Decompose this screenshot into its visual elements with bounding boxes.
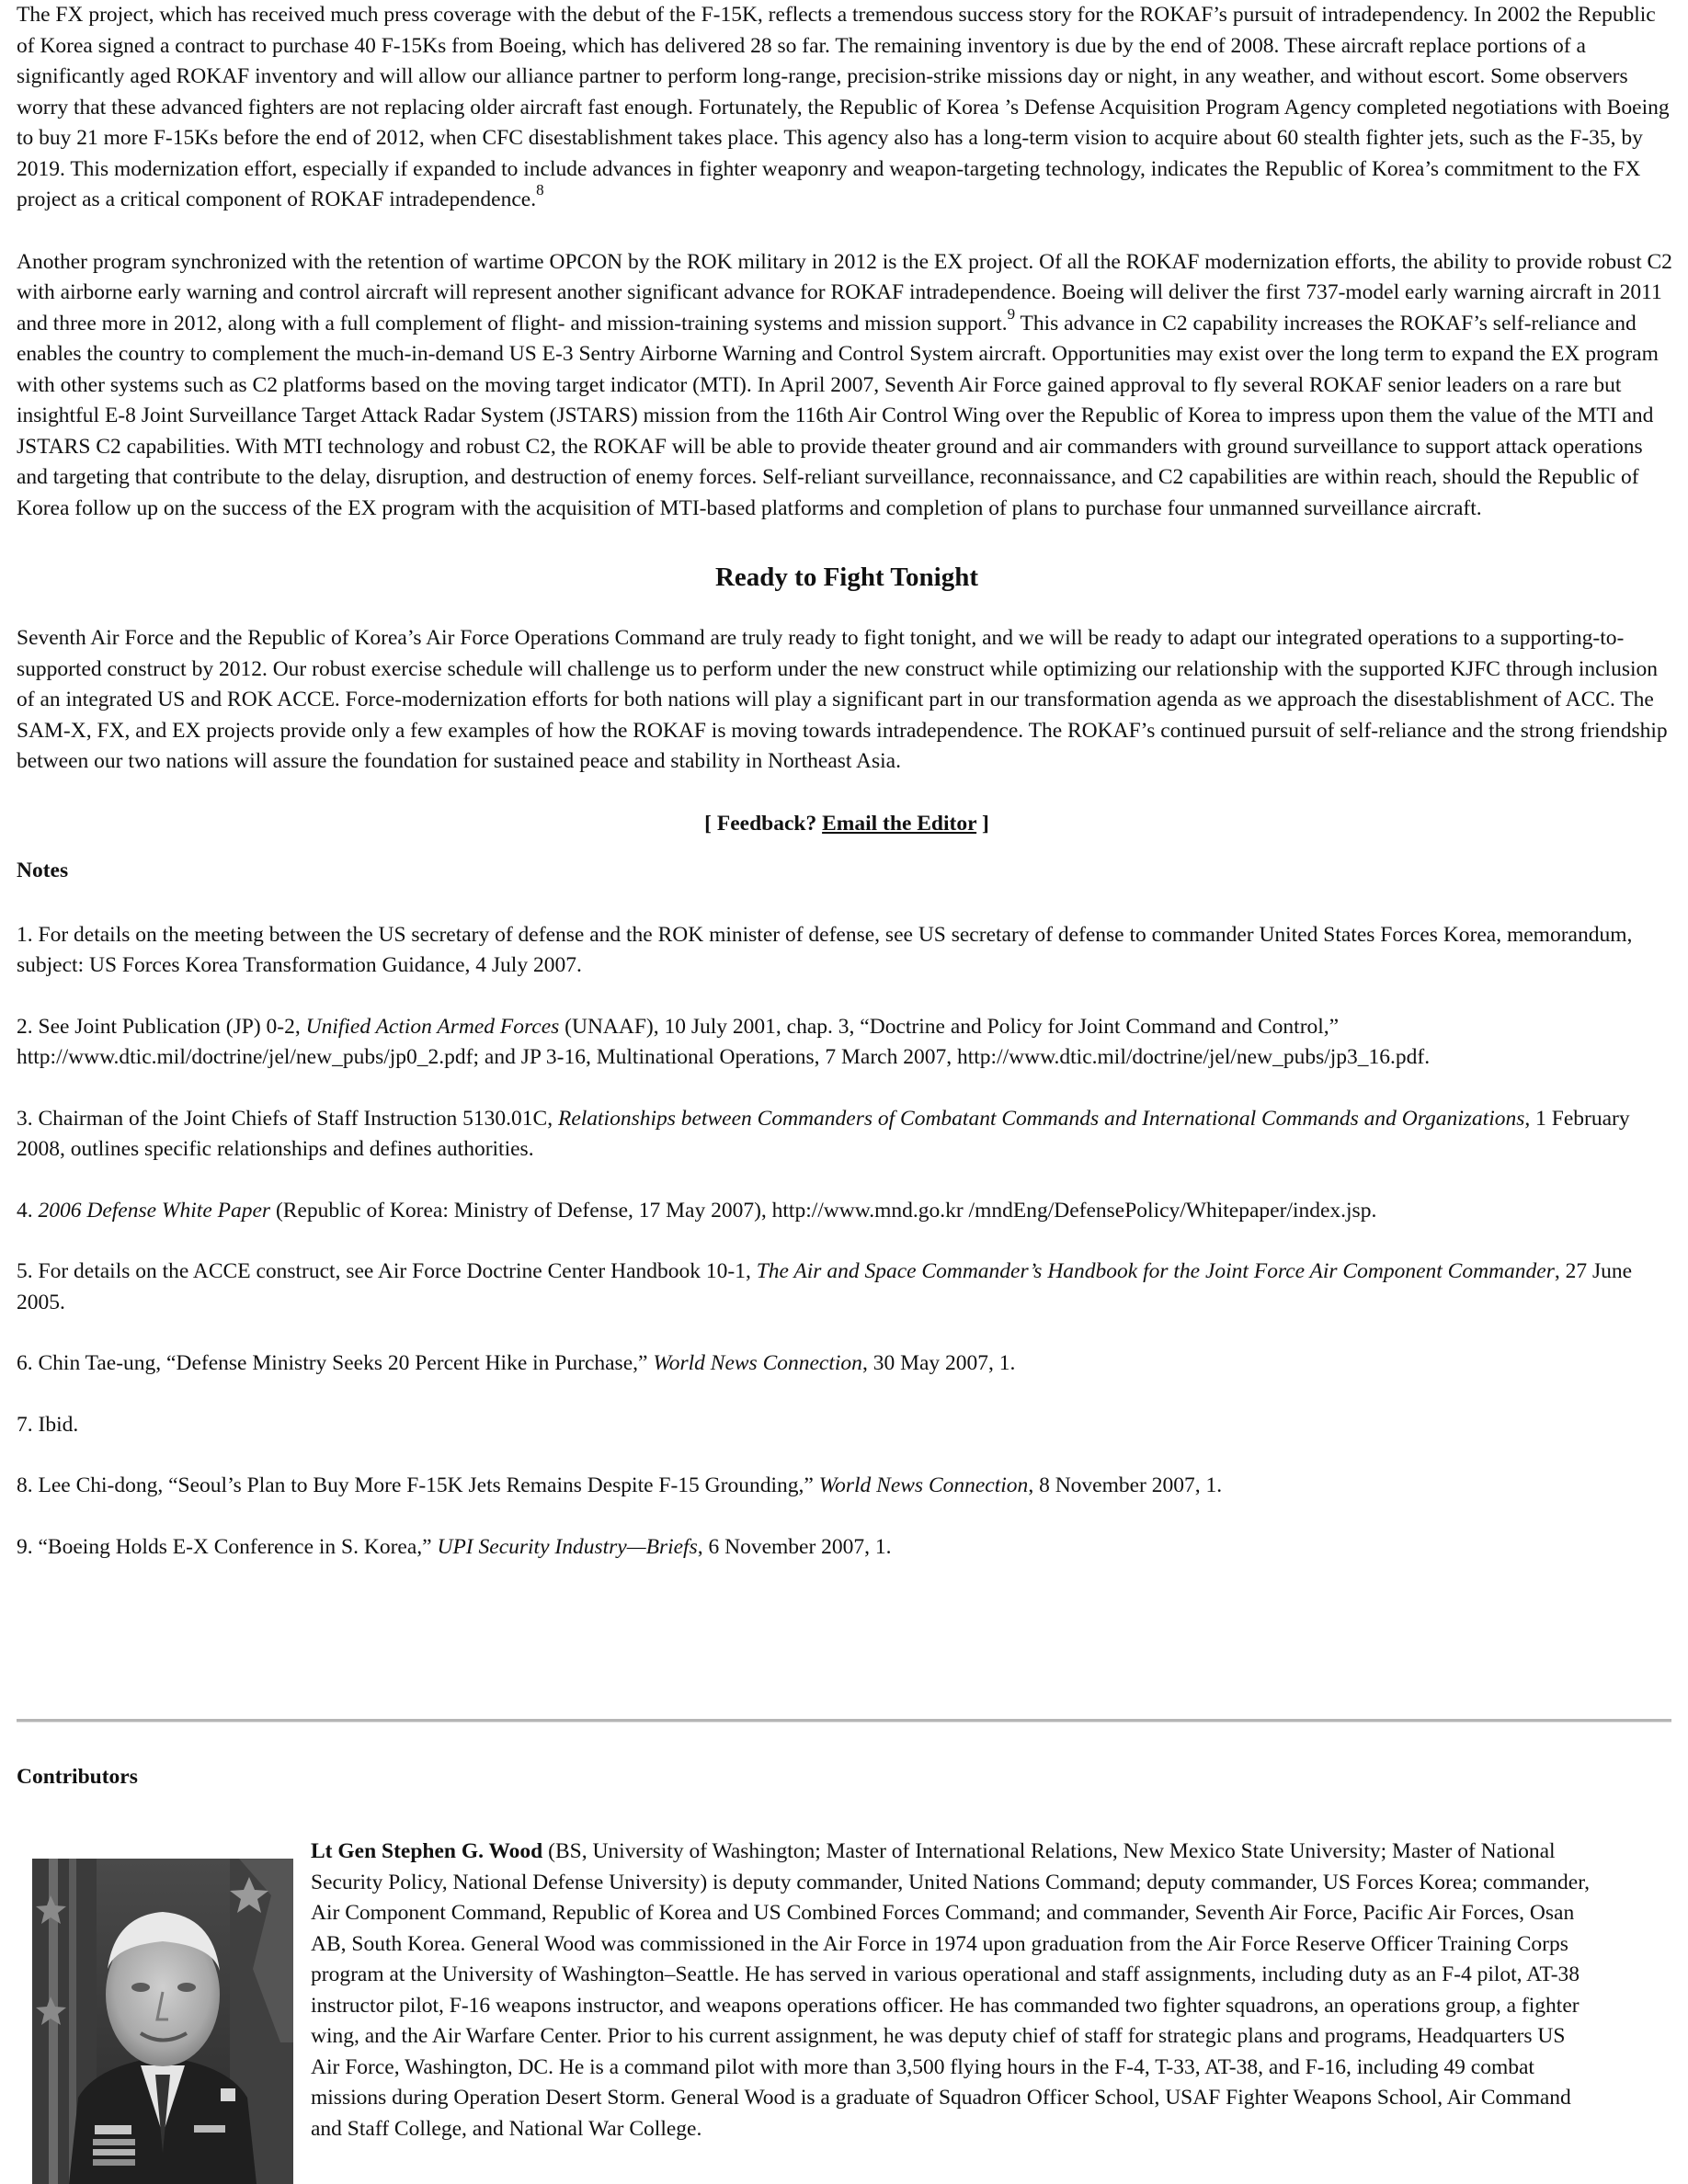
footnote-ref-8[interactable]: 8 (536, 181, 544, 199)
contributor-portrait (32, 1859, 293, 2184)
note-5-title: The Air and Space Commander’s Handbook for the Joint Force Air Component Commander (756, 1259, 1555, 1283)
note-9-text-a: 9. “Boeing Holds E-X Conference in S. Korea,” (17, 1534, 438, 1559)
section-heading: Ready to Fight Tonight (714, 563, 979, 592)
feedback-close: ] (976, 811, 989, 836)
note-8-text-b: , 8 November 2007, 1. (1028, 1473, 1223, 1497)
note-4-text-b: (Republic of Korea: Ministry of Defense, 17 May 2007), http://www.mnd.go.kr /mndEng/DefensePolicy/Whitepaper/index.jsp. (270, 1198, 1377, 1223)
note-6 (17, 1348, 1677, 1380)
note-6-text-a: 6. Chin Tae-ung, “Defense Ministry Seeks 20 Percent Hike in Purchase,” (17, 1351, 654, 1375)
note-5-text-a: 5. For details on the ACCE construct, see Air Force Doctrine Center Handbook 10-1, (17, 1259, 757, 1283)
feedback-open: [ Feedback? (704, 811, 823, 836)
contributor-name: Lt Gen Stephen G. Wood (311, 1839, 543, 1863)
contributors-heading: Contributors (17, 1765, 138, 1789)
note-3 (17, 1104, 1677, 1166)
paragraph-fx-text: The FX project, which has received much press coverage with the debut of the F-15K, reflects a tremendous success story for the ROKAF’s pursuit of intradependency. In 2002 the Republic of Korea signed a contract to purchase 40 F-15Ks from Boeing, which has delivered 28 so far. The remaining inventory is due by the end of 2008. These aircraft replace portions of a significantly aged ROKAF inventory and will allow our alliance partner to perform long-range, precision-strike missions day or night, in any weather, and without escort. Some observers worry that these advanced fighters are not replacing older aircraft fast enough. Fortunately, the Republic of Korea ’s Defense Acquisition Program Agency completed negotiations with Boeing to buy 21 more F-15Ks before the end of 2012, when CFC disestablishment takes place. This agency also has a long-term vision to acquire about 60 stealth fighter jets, such as the F-35, by 2019. This modernization effort, especially if expanded to include advances in fighter weaponry and weapon-targeting technology, indicates the Republic of Korea’s commitment to the FX project as a critical component of ROKAF intradependence. (17, 3, 1670, 211)
paragraph-fx-project (17, 0, 1677, 216)
paragraph-ex-project (17, 247, 1677, 525)
email-editor-link[interactable]: Email the Editor (822, 811, 977, 836)
note-8-title: World News Connection (818, 1473, 1029, 1497)
note-8 (17, 1471, 1677, 1502)
paragraph-ex-text-a: Another program synchronized with the retention of wartime OPCON by the ROK military in 2012 is the EX project. Of all the ROKAF modernization efforts, the ability to provide robust C2 with airborne early warning and control aircraft will represent another significant advance for ROKAF intradependence. Boeing will deliver the first 737-model early warning aircraft in 2011 and three more in 2012, along with a full complement of flight- and mission-training systems and mission support. (17, 249, 1672, 336)
note-8-text-a: 8. Lee Chi-dong, “Seoul’s Plan to Buy More F-15K Jets Remains Despite F-15 Grounding,” (17, 1473, 819, 1497)
paragraph-ready-to-fight: Seventh Air Force and the Republic of Korea’s Air Force Operations Command are truly ready to fight tonight, and we will be ready to adapt our integrated operations to a supporting-to-supported construct by 2012. Our robust exercise schedule will challenge us to perform under the new construct while optimizing our relationship with the supported KJFC through inclusion of an integrated US and ROK ACCE. Force-modernization efforts for both nations will play a significant part in our transformation agenda as we approach the disestablishment of ACC. The SAM-X, FX, and EX projects provide only a few examples of how the ROKAF is moving towards intradependence. The ROKAF’s continued pursuit of self-reliance and the strong friendship between our two nations will assure the foundation for sustained peace and stability in Northeast Asia. (17, 626, 1668, 773)
portrait-image (32, 1859, 293, 2184)
paragraph-ex-text-b: This advance in C2 capability increases the ROKAF’s self-reliance and enables the country to complement the much-in-demand US E-3 Sentry Airborne Warning and Control System aircraft. Opportunities may exist over the long term to expand the EX program with other systems such as C2 platforms based on the moving target indicator (MTI). In April 2007, Seventh Air Force gained approval to fly several ROKAF senior leaders on a rare but insightful E-8 Joint Surveillance Target Attack Radar System (JSTARS) mission from the 116th Air Control Wing over the Republic of Korea to impress upon them the value of the MTI and JSTARS C2 capabilities. With MTI technology and robust C2, the ROKAF will be able to provide theater ground and air commanders with ground surveillance to support attack operations and targeting that contribute to the delay, disruption, and destruction of enemy forces. Self-reliant surveillance, reconnaissance, and C2 capabilities are within reach, should the Republic of Korea follow up on the success of the EX program with the acquisition of MTI-based platforms and completion of plans to purchase four unmanned surveillance aircraft. (17, 311, 1659, 520)
note-3-text-a: 3. Chairman of the Joint Chiefs of Staff Instruction 5130.01C, (17, 1106, 558, 1131)
note-1: 1. For details on the meeting between the US secretary of defense and the ROK minister of defense, see US secretary of defense to commander United States Forces Korea, memorandum, subject: US Forces Korea Transformation Guidance, 4 July 2007. (17, 922, 1633, 977)
note-2-text-b: (UNAAF), 10 July 2001, chap. 3, “Doctrine and Policy for Joint Command and Control,” http://www.dtic.mil/doctrine/jel/new_pubs/jp0_2.pdf; and JP 3-16, Multinational Operations, 7 March 2007, http://www.dtic.mil/doctrine/jel/new_pubs/jp3_16.pdf. (17, 1014, 1431, 1069)
contributor-bio (311, 1837, 1598, 2144)
note-5-text-b: , 27 June 2005. (17, 1259, 1633, 1314)
note-4-text-a: 4. (17, 1198, 39, 1223)
horizontal-rule (17, 1719, 1671, 1723)
note-3-title: Relationships between Commanders of Combatant Commands and International Commands and Organizations (557, 1106, 1525, 1131)
note-3-text-b: , 1 February 2008, outlines specific relationships and defines authorities. (17, 1106, 1630, 1161)
note-2-text-a: 2. See Joint Publication (JP) 0-2, (17, 1014, 306, 1039)
note-4 (17, 1196, 1677, 1227)
article-page (17, 0, 1677, 2141)
note-2-title: Unified Action Armed Forces (305, 1014, 560, 1039)
note-9-text-b: , 6 November 2007, 1. (697, 1534, 892, 1559)
note-5 (17, 1257, 1677, 1318)
notes-heading: Notes (17, 859, 69, 882)
note-7: 7. Ibid. (17, 1412, 79, 1437)
note-9-title: UPI Security Industry—Briefs (437, 1534, 698, 1559)
feedback-line (17, 809, 1677, 840)
contributor-bio-text: (BS, University of Washington; Master of International Relations, New Mexico State University; Master of National Security Policy, National Defense University) is deputy commander, United Nations Command; deputy commander, US Forces Korea; commander, Air Component Command, Republic of Korea and US Combined Forces Command; and commander, Seventh Air Force, Pacific Air Forces, Osan AB, South Korea. General Wood was commissioned in the Air Force in 1974 upon graduation from the Air Force Reserve Officer Training Corps program at the University of Washington–Seattle. He has served in various operational and staff assignments, including duty as an F-4 pilot, AT-38 instructor pilot, F-16 weapons instructor, and weapons operations officer. He has commanded two fighter squadrons, an operations group, a fighter wing, and the Air Warfare Center. Prior to his current assignment, he was deputy chief of staff for strategic plans and programs, Headquarters US Air Force, Washington, DC. He is a command pilot with more than 3,500 flying hours in the F-4, T-33, AT-38, and F-16, including 49 combat missions during Operation Desert Storm. General Wood is a graduate of Squadron Officer School, USAF Fighter Weapons School, Air Command and Staff College, and National War College. (311, 1839, 1590, 2141)
note-6-text-b: , 30 May 2007, 1. (861, 1351, 1016, 1375)
note-2 (17, 1012, 1677, 1074)
footnote-ref-9[interactable]: 9 (1007, 304, 1016, 323)
note-4-title: 2006 Defense White Paper (38, 1198, 271, 1223)
note-6-title: World News Connection (653, 1351, 862, 1375)
note-9 (17, 1532, 1677, 1564)
